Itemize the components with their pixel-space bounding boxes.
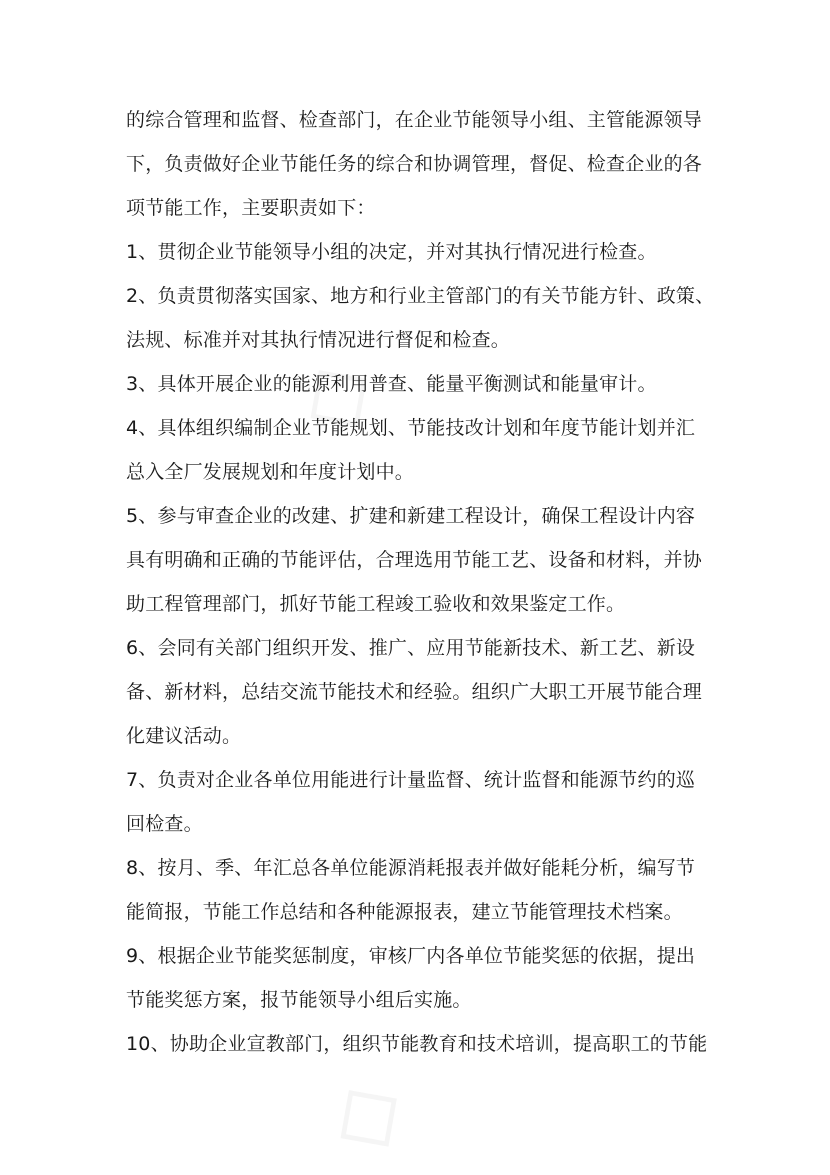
- list-item-10: 10、协助企业宣教部门，组织节能教育和技术培训，提高职工的节能: [126, 1033, 708, 1055]
- text-line: 下，负责做好企业节能任务的综合和协调管理，督促、检查企业的各: [126, 153, 703, 175]
- watermark-logo-icon: ◇: [276, 329, 394, 456]
- list-item-5: 5、参与审查企业的改建、扩建和新建工程设计，确保工程设计内容: [126, 505, 696, 527]
- text-line: 总入全厂发展规划和年度计划中。: [126, 461, 415, 483]
- list-item-4: 4、具体组织编制企业节能规划、节能技改计划和年度节能计划并汇: [126, 417, 696, 439]
- text-line: 法规、标准并对其执行情况进行督促和检查。: [126, 329, 511, 351]
- list-item-2: 2、负责贯彻落实国家、地方和行业主管部门的有关节能方针、政策、: [126, 285, 715, 307]
- list-item-8: 8、按月、季、年汇总各单位能源消耗报表并做好能耗分析，编写节: [126, 857, 696, 879]
- list-item-1: 1、贯彻企业节能领导小组的决定，并对其执行情况进行检查。: [126, 241, 657, 263]
- list-item-9: 9、根据企业节能奖惩制度，审核厂内各单位节能奖惩的依据，提出: [126, 945, 696, 967]
- text-line: 节能奖惩方案，报节能领导小组后实施。: [126, 989, 472, 1011]
- list-item-3: 3、具体开展企业的能源利用普查、能量平衡测试和能量审计。: [126, 373, 657, 395]
- text-line: 项节能工作，主要职责如下：: [126, 197, 376, 219]
- document-body: [126, 98, 715, 1066]
- list-item-7: 7、负责对企业各单位用能进行计量监督、统计监督和能源节约的巡: [126, 769, 696, 791]
- text-line: 能简报，节能工作总结和各种能源报表，建立节能管理技术档案。: [126, 901, 683, 923]
- text-line: 助工程管理部门，抓好节能工程竣工验收和效果鉴定工作。: [126, 593, 626, 615]
- watermark-logo-icon: ◇: [306, 1049, 424, 1175]
- list-item-6: 6、会同有关部门组织开发、推广、应用节能新技术、新工艺、新设: [126, 637, 696, 659]
- text-line: 的综合管理和监督、检查部门，在企业节能领导小组、主管能源领导: [126, 109, 703, 131]
- text-line: 具有明确和正确的节能评估，合理选用节能工艺、设备和材料，并协: [126, 549, 703, 571]
- text-line: 备、新材料，总结交流节能技术和经验。组织广大职工开展节能合理: [126, 681, 703, 703]
- text-line: 化建议活动。: [126, 725, 242, 747]
- text-line: 回检查。: [126, 813, 203, 835]
